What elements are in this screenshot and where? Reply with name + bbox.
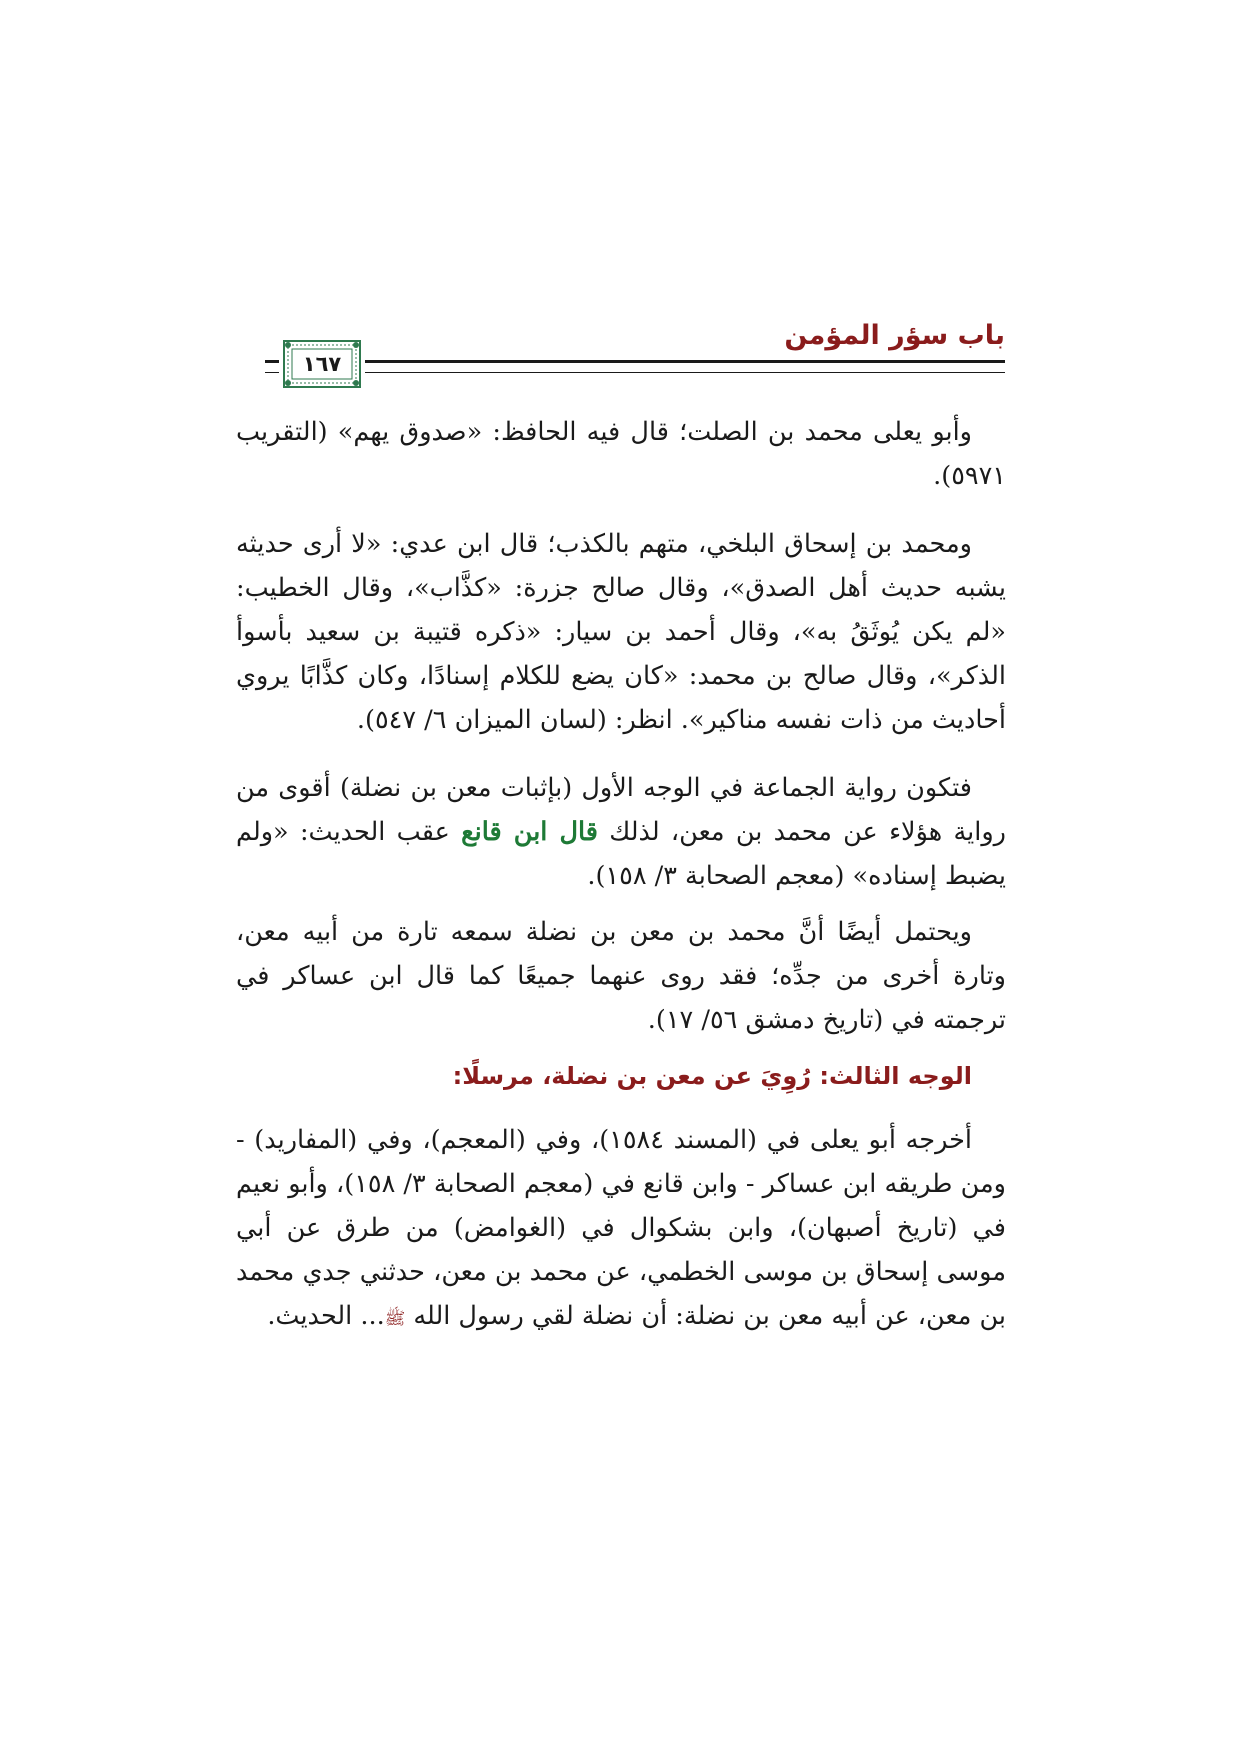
paragraph-5 <box>236 1118 1006 1341</box>
page-number-badge <box>283 340 361 388</box>
header-rule-left <box>265 360 279 373</box>
paragraph-5-text: أخرجه أبو يعلى في (المسند ١٥٨٤)، وفي (المعجم)، وفي (المفاريد) - ومن طريقه ابن عساكر - وابن قانع في (معجم الصحابة ٣/ ١٥٨)، وأبو نعيم في (تاريخ أصبهان)، وابن بشكوال في (الغوامض) من طرق عن أبي موسى إسحاق بن موسى الخطمي، عن محمد بن معن، حدثني جدي محمد بن معن، عن أبيه معن بن نضلة: أن نضلة لقي رسول الله <box>236 1125 1006 1331</box>
paragraph-1: وأبو يعلى محمد بن الصلت؛ قال فيه الحافظ: «صدوق يهم» (التقريب ٥٩٧١). <box>236 417 1006 491</box>
page-body <box>236 410 1006 1365</box>
header-rule <box>365 360 1005 373</box>
salutation-glyph: ﷺ <box>384 1309 406 1329</box>
paragraph-2: ومحمد بن إسحاق البلخي، متهم بالكذب؛ قال ابن عدي: «لا أرى حديثه يشبه حديث أهل الصدق»، وقال صالح جزرة: «كذَّاب»، وقال الخطيب: «لم يكن يُوثَقُ به»، وقال أحمد بن سيار: «ذكره قتيبة بن سعيد بأسوأ الذكر»، وقال صالح بن محمد: «كان يضع للكلام إسنادًا، وكان كذَّابًا يروي أحاديث من ذات نفسه مناكير». انظر: (لسان الميزان ٦/ ٥٤٧). <box>236 529 1006 735</box>
section-heading: الوجه الثالث: رُوِيَ عن معن بن نضلة، مرسلًا: <box>452 1062 972 1090</box>
page-number: ١٦٧ <box>302 352 342 376</box>
paragraph-4: ويحتمل أيضًا أنَّ محمد بن معن بن نضلة سمعه تارة من أبيه معن، وتارة أخرى من جدِّه؛ فقد روى عنهما جميعًا كما قال ابن عساكر في ترجمته في (تاريخ دمشق ٥٦/ ١٧). <box>236 917 1006 1035</box>
page-header <box>265 318 1005 388</box>
paragraph-3 <box>236 766 1006 898</box>
highlighted-quote-source: قال ابن قانع <box>461 817 598 847</box>
chapter-title: باب سؤر المؤمن <box>784 320 1005 351</box>
paragraph-3-text-end: عقب الحديث: «ولم يضبط إسناده» (معجم الصحابة ٣/ ١٥٨). <box>236 817 1006 891</box>
paragraph-3-text-start: فتكون رواية الجماعة في الوجه الأول (بإثبات معن بن نضلة) أقوى من رواية هؤلاء عن محمد بن معن، لذلك <box>236 773 1006 847</box>
paragraph-5-ending: ... الحديث. <box>267 1301 385 1331</box>
